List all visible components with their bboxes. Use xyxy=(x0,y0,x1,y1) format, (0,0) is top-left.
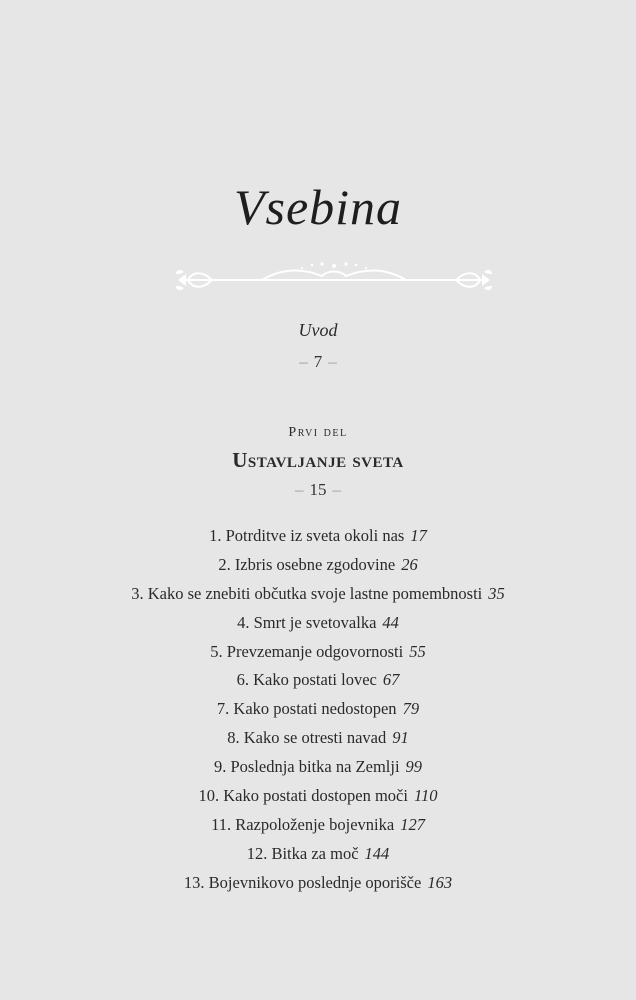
chapter-page: 55 xyxy=(409,641,426,661)
chapter-title: 5. Prevzemanje odgovornosti xyxy=(210,641,404,661)
chapter-title: 13. Bojevnikovo poslednje oporišče xyxy=(183,872,422,892)
chapter-list xyxy=(0,522,636,898)
chapter-entry xyxy=(0,551,636,580)
intro-page: 7 xyxy=(313,352,323,371)
chapter-page: 163 xyxy=(427,872,453,892)
chapter-title: 7. Kako postati nedostopen xyxy=(216,699,397,719)
part-page-number xyxy=(0,480,636,500)
chapter-page: 144 xyxy=(364,843,390,863)
chapter-title: 8. Kako se otresti navad xyxy=(227,728,387,748)
chapter-page: 26 xyxy=(401,554,418,574)
chapter-page: 110 xyxy=(413,786,438,806)
chapter-entry xyxy=(0,522,636,551)
dash-right: – xyxy=(328,352,337,371)
intro-page-number xyxy=(0,352,636,372)
dash-right: – xyxy=(332,480,341,499)
ornament-divider-icon xyxy=(172,258,496,298)
chapter-entry xyxy=(0,638,636,667)
chapter-page: 91 xyxy=(392,728,409,748)
chapter-title: 12. Bitka za moč xyxy=(246,843,359,863)
part-title: Ustavljanje sveta xyxy=(232,448,404,472)
chapter-title: 2. Izbris osebne zgodovine xyxy=(218,554,396,574)
chapter-page: 44 xyxy=(382,612,399,632)
chapter-title: 4. Smrt je svetovalka xyxy=(237,612,377,632)
chapter-title: 11. Razpoloženje bojevnika xyxy=(211,814,395,834)
chapter-entry xyxy=(0,695,636,724)
part-page: 15 xyxy=(309,480,327,499)
dash-left: – xyxy=(299,352,308,371)
chapter-entry xyxy=(0,869,636,898)
chapter-title: 1. Potrditve iz sveta okoli nas xyxy=(209,526,405,545)
chapter-page: 79 xyxy=(402,699,420,719)
page-title: Vsebina xyxy=(233,179,403,235)
chapter-entry xyxy=(0,580,636,609)
chapter-page: 127 xyxy=(400,814,425,834)
chapter-title: 9. Poslednja bitka na Zemlji xyxy=(213,757,400,777)
chapter-title: 10. Kako postati dostopen moči xyxy=(198,786,408,806)
chapter-page: 99 xyxy=(405,757,423,777)
chapter-page: 67 xyxy=(382,670,400,690)
chapter-entry xyxy=(0,753,636,782)
chapter-entry xyxy=(0,666,636,695)
chapter-entry xyxy=(0,840,636,869)
part-label: Prvi del xyxy=(288,425,348,440)
chapter-entry xyxy=(0,609,636,638)
chapter-entry xyxy=(0,782,636,811)
chapter-entry xyxy=(0,811,636,840)
chapter-title: 3. Kako se znebiti občutka svoje lastne pomembnosti xyxy=(131,583,483,603)
chapter-entry xyxy=(0,724,636,753)
chapter-page: 35 xyxy=(488,583,505,603)
chapter-title: 6. Kako postati lovec xyxy=(236,670,377,690)
chapter-page: 17 xyxy=(410,526,427,545)
intro-label: Uvod xyxy=(298,320,338,340)
dash-left: – xyxy=(295,480,304,499)
